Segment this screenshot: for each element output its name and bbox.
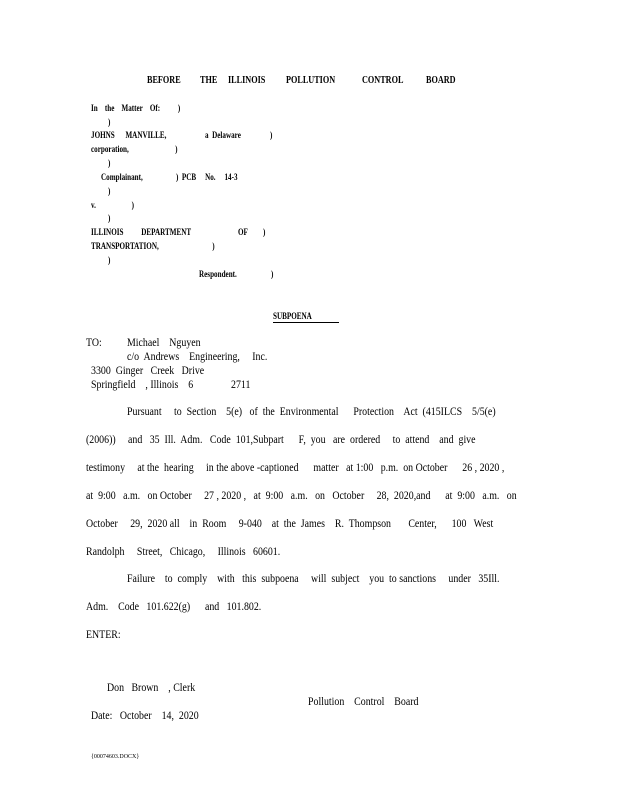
document-title: SUBPOENA <box>273 312 312 322</box>
enter-label: ENTER: <box>86 629 121 641</box>
caption-line: ) <box>108 256 111 266</box>
body-line: Failure to comply with this subpoena will subject you to sanctions under 35Ill. <box>127 573 500 585</box>
caption-line: ) <box>108 159 111 169</box>
header-pollution: POLLUTION <box>286 75 336 86</box>
caption-respondent-name: TRANSPORTATION, ) <box>91 242 215 252</box>
recipient-company: c/o Andrews Engineering, Inc. <box>127 351 268 363</box>
body-line: Pursuant to Section 5(e) of the Environmental Protection Act (415ILCS 5/5(e) <box>127 406 496 418</box>
caption-line: ) <box>270 131 273 141</box>
caption-case-number: ) PCB No. 14-3 <box>176 173 238 183</box>
recipient-city: Springfield , Illinois 6 <box>91 379 194 391</box>
caption-line: corporation, ) <box>91 145 178 155</box>
signature-date: Date: October 14, 2020 <box>91 710 199 722</box>
caption-line: ) <box>108 118 111 128</box>
caption-line: ) <box>108 187 111 197</box>
caption-respondent-name: OF <box>238 228 248 238</box>
board-name: Pollution Control Board <box>308 696 419 708</box>
to-label: TO: <box>86 337 102 349</box>
body-line: October 29, 2020 all in Room 9-040 at the James R. Thompson Center, 100 West <box>86 518 494 530</box>
footer-doc-id: {00074603.DOCX} <box>91 754 140 760</box>
body-line: at 9:00 a.m. on October 27 , 2020 , at 9:00 a.m. on October 28, 2020,and at 9:00 a.m. on <box>86 490 517 502</box>
clerk-name: Don Brown , Clerk <box>107 682 196 694</box>
recipient-zip: 2711 <box>231 379 251 391</box>
header-control: CONTROL <box>362 75 404 86</box>
caption-party-desc: a Delaware <box>205 131 241 141</box>
body-line: Randolph Street, Chicago, Illinois 60601. <box>86 546 281 558</box>
title-underline <box>273 322 339 323</box>
body-line: (2006)) and 35 Ill. Adm. Code 101,Subpart F, you are ordered to attend and give <box>86 434 476 446</box>
caption-complainant: Complainant, <box>101 173 143 183</box>
recipient-street: 3300 Ginger Creek Drive <box>91 365 205 377</box>
recipient-name: Michael Nguyen <box>127 337 201 349</box>
body-line: Adm. Code 101.622(g) and 101.802. <box>86 601 262 613</box>
caption-line: ) <box>263 228 266 238</box>
caption-respondent-name: ILLINOIS DEPARTMENT <box>91 228 192 238</box>
caption-versus: v. ) <box>91 201 134 211</box>
caption-respondent: Respondent. <box>199 270 237 280</box>
caption-line: ) <box>271 270 274 280</box>
caption-line: In the Matter Of: ) <box>91 104 181 114</box>
header-illinois: ILLINOIS <box>228 75 266 86</box>
caption-party-name: JOHNS MANVILLE, <box>91 131 167 141</box>
caption-line: ) <box>108 214 111 224</box>
header-board: BOARD <box>426 75 456 86</box>
header-before: BEFORE <box>147 75 181 86</box>
body-line: testimony at the hearing in the above -captioned matter at 1:00 p.m. on October 26 , 2020 , <box>86 462 505 474</box>
header-the: THE <box>200 75 218 86</box>
